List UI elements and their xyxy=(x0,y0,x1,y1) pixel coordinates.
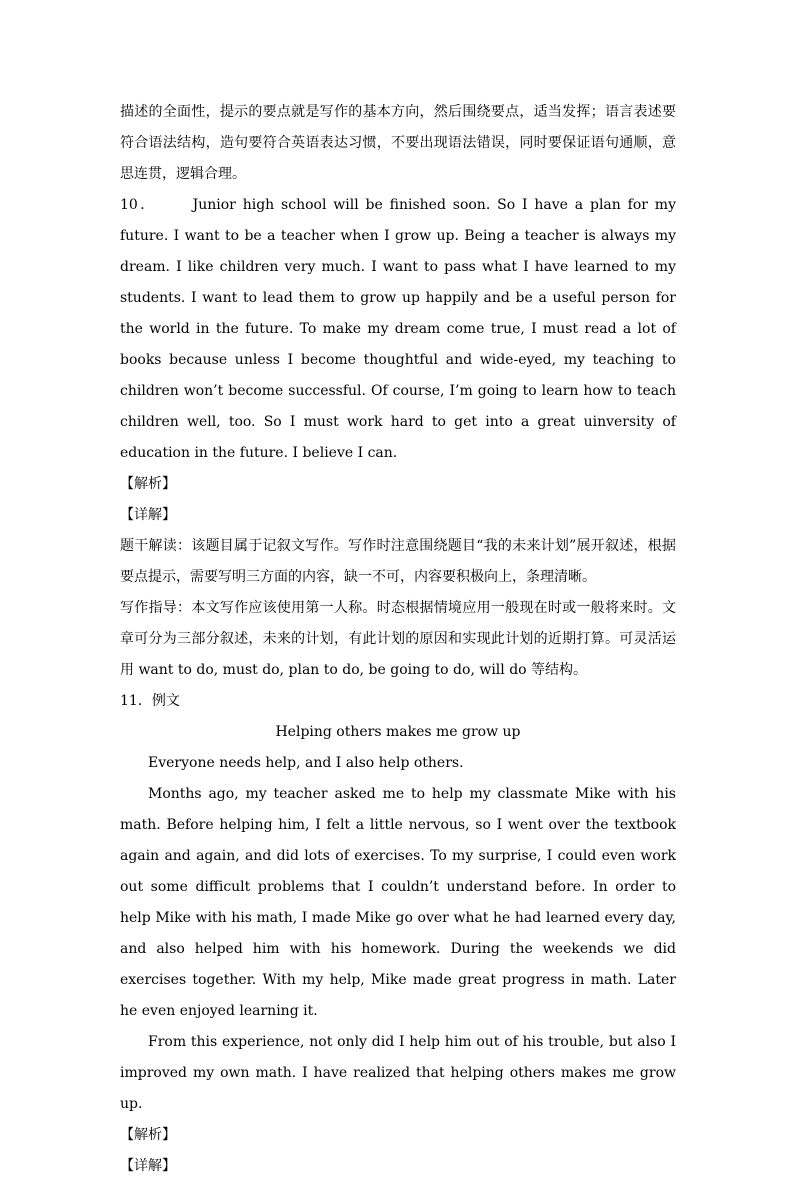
essay-paragraph-1: Everyone needs help, and I also help others. xyxy=(148,755,464,771)
document-content xyxy=(120,97,676,1182)
question-11-detail-label: 【详解】 xyxy=(120,1158,176,1174)
question-10-essay: Junior high school will be finished soon. So I have a plan for my future. I want to be a teacher when I grow up. Being a teacher is always my dream. I like children very much. I want to pass what I have learned to my students. I want to lead them to grow up happily and be a useful person for the world in the future. To make my dream come true, I must read a lot of books because unless I become thoughtful and wide-eyed, my teaching to children won’t become successful. Of course, I’m going to learn how to teach children well, too. So I must work hard to get into a great uinversity of education in the future. I believe I can. xyxy=(120,197,676,461)
essay-paragraph-3: From this experience, not only did I help him out of his trouble, but also I improved my own math. I have realized that helping others makes me grow up. xyxy=(120,1034,676,1112)
question-10-number: 10． xyxy=(120,197,157,213)
writing-tips-continued: 描述的全面性，提示的要点就是写作的基本方向，然后围绕要点，适当发挥；语言表述要符合语法结构，造句要符合英语表达习惯，不要出现语法错误，同时要保证语句通顺，意思连贯，逻辑合理。 xyxy=(120,104,676,182)
essay-paragraph-2: Months ago, my teacher asked me to help my classmate Mike with his math. Before helping him, I felt a little nervous, so I went over the textbook again and again, and did lots of exercises. To my surprise, I could even work out some difficult problems that I couldn’t understand before. In order to help Mike with his math, I made Mike go over what he had learned every day, and also helped him with his homework. During the weekends we did exercises together. With my help, Mike made great progress in math. Later he even enjoyed learning it. xyxy=(120,786,676,1019)
question-10-guidance: 写作指导：本文写作应该使用第一人称。时态根据情境应用一般现在时或一般将来时。文章可分为三部分叙述，未来的计划，有此计划的原因和实现此计划的近期打算。可灵活运用 want to do, must do, plan to do, be going to do, will do 等结构。 xyxy=(120,600,676,678)
essay-title: Helping others makes me grow up xyxy=(275,724,521,740)
question-10-answer xyxy=(120,190,676,469)
question-11-number: 11．例文 xyxy=(120,693,180,709)
question-10-analysis-label: 【解析】 xyxy=(120,476,176,492)
question-10-reading: 题干解读：该题目属于记叙文写作。写作时注意围绕题目“我的未来计划”展开叙述，根据要点提示，需要写明三方面的内容，缺一不可，内容要积极向上，条理清晰。 xyxy=(120,538,676,585)
question-11-analysis-label: 【解析】 xyxy=(120,1127,176,1143)
question-10-detail-label: 【详解】 xyxy=(120,507,176,523)
